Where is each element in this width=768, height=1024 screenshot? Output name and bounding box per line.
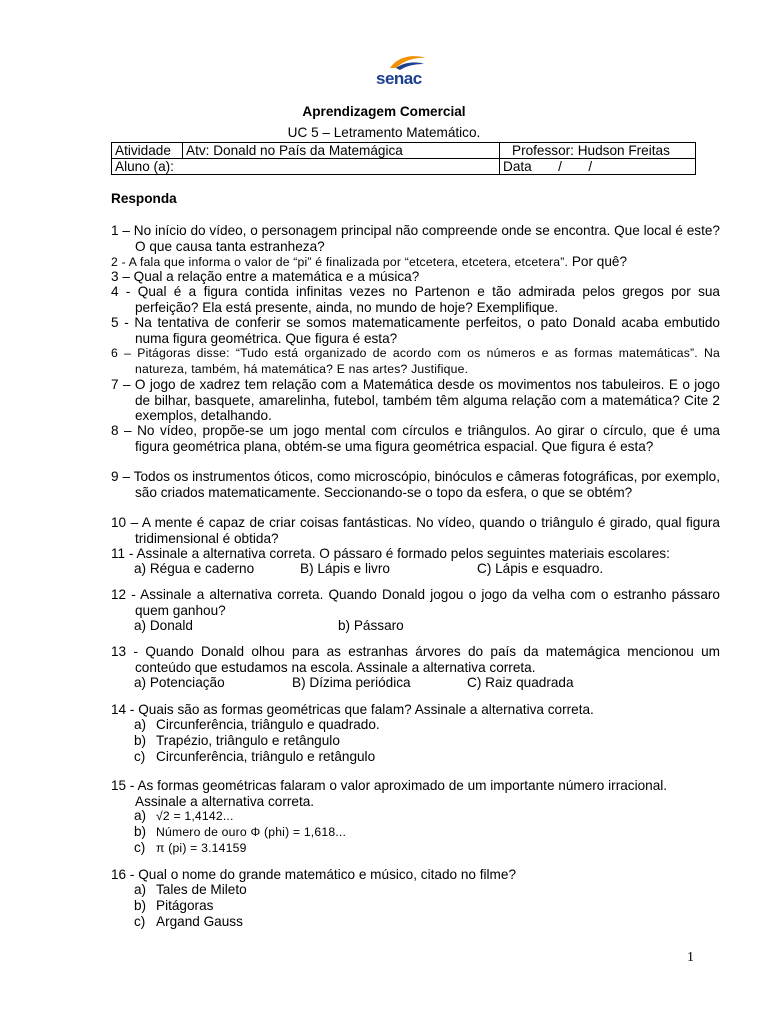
option-letter: c) xyxy=(134,840,146,855)
option-text: Pitágoras xyxy=(156,898,214,913)
option-b[interactable] xyxy=(134,898,247,914)
question-14: 14 - Quais são as formas geométricas que falam? Assinale a alternativa correta. xyxy=(111,702,594,717)
option-a[interactable] xyxy=(134,808,346,824)
option-letter: c) xyxy=(134,749,146,764)
logo-text: senac xyxy=(376,69,422,88)
option-c[interactable] xyxy=(134,914,247,930)
option-c[interactable] xyxy=(134,749,380,765)
option-a[interactable] xyxy=(134,882,247,898)
option-a[interactable]: a) Régua e caderno xyxy=(134,561,255,576)
question-10: 10 – A mente é capaz de criar coisas fantásticas. No vídeo, quando o triângulo é girado, qual figura tridimensional é obtida? xyxy=(111,515,720,546)
option-letter: a) xyxy=(134,882,147,897)
option-b[interactable] xyxy=(134,733,380,749)
question-15: 15 - As formas geométricas falaram o valor aproximado de um importante número irracional. Assinale a alternativa correta. xyxy=(111,778,668,809)
option-text: Trapézio, triângulo e retângulo xyxy=(156,733,340,748)
question-8: 8 – No vídeo, propõe-se um jogo mental com círculos e triângulos. Ao girar o círculo, que é uma figura geométrica plana, obtém-se uma figura geométrica espacial. Que figura é esta? xyxy=(111,423,720,454)
question-4: 4 - Qual é a figura contida infinitas vezes no Partenon e tão admirada pelos gregos por sua perfeição? Ela está presente, ainda, no mundo de hoje? Exemplifique. xyxy=(111,284,720,315)
option-b[interactable] xyxy=(134,824,346,840)
question-14-options xyxy=(134,717,380,765)
option-letter: b) xyxy=(134,898,147,913)
option-a[interactable]: a) Potenciação xyxy=(134,675,225,690)
question-11-options xyxy=(134,561,603,577)
question-6: 6 – Pitágoras disse: “Tudo está organizado de acordo com os números e as formas matemáticas”. Na natureza, também, há matemática? E nas artes? Justifique. xyxy=(111,346,720,376)
option-text: Argand Gauss xyxy=(156,914,243,929)
cell-atividade: Atividade xyxy=(112,143,183,159)
question-11: 11 - Assinale a alternativa correta. O pássaro é formado pelos seguintes materiais escolares: xyxy=(111,546,670,561)
question-13: 13 - Quando Donald olhou para as estranhas árvores do país da matemágica mencionou um conteúdo que estudamos na escola. Assinale a alternativa correta. xyxy=(111,644,720,675)
question-13-options xyxy=(134,675,574,691)
option-b[interactable]: B) Dízima periódica xyxy=(292,675,411,690)
cell-data: Data / / xyxy=(500,159,696,175)
option-letter: c) xyxy=(134,914,146,929)
document-subtitle: UC 5 – Letramento Matemático. xyxy=(287,125,481,140)
header-table xyxy=(111,142,696,175)
question-2-tail: Por quê? xyxy=(568,254,628,269)
question-3: 3 – Qual a relação entre a matemática e a música? xyxy=(111,269,420,284)
option-a[interactable]: a) Donald xyxy=(134,618,193,633)
option-b[interactable]: b) Pássaro xyxy=(338,618,404,633)
cell-professor: Professor: Hudson Freitas xyxy=(500,143,696,159)
question-15-options xyxy=(134,808,346,856)
option-c[interactable]: C) Raiz quadrada xyxy=(467,675,574,690)
question-9: 9 – Todos os instrumentos óticos, como microscópio, binóculos e câmeras fotográficas, por exemplo, são criados matematicamente. Seccionando-se o topo da esfera, o que se obtém? xyxy=(111,469,720,500)
option-letter: b) xyxy=(134,733,147,748)
question-12-options xyxy=(134,618,404,634)
option-letter: b) xyxy=(134,824,147,839)
option-text: √2 = 1,4142... xyxy=(156,809,234,823)
option-letter: a) xyxy=(134,717,147,732)
option-text: Circunferência, triângulo e retângulo xyxy=(156,749,376,764)
question-16-options xyxy=(134,882,247,930)
option-text: Tales de Mileto xyxy=(156,882,247,897)
question-16: 16 - Qual o nome do grande matemático e músico, citado no filme? xyxy=(111,867,517,882)
question-1: 1 – No início do vídeo, o personagem principal não compreende onde se encontra. Que local é este? O que causa tanta estranheza? xyxy=(111,223,720,254)
option-text: π (pi) = 3.14159 xyxy=(156,841,247,855)
cell-aluno: Aluno (a): xyxy=(112,159,500,175)
cell-activity-name: Atv: Donald no País da Matemágica xyxy=(183,143,500,159)
question-2-text: 2 - A fala que informa o valor de “pi” é finalizada por “etcetera, etcetera, etcetera”. xyxy=(111,255,569,269)
header-row-2 xyxy=(112,159,696,175)
senac-logo xyxy=(370,52,440,94)
option-a[interactable] xyxy=(134,717,380,733)
option-text: Número de ouro Φ (phi) = 1,618... xyxy=(156,825,347,839)
option-b[interactable]: B) Lápis e livro xyxy=(300,561,390,576)
page-number: 1 xyxy=(687,950,694,965)
question-7: 7 – O jogo de xadrez tem relação com a Matemática desde os movimentos nos tabuleiros. E o jogo de bilhar, basquete, amarelinha, futebol, também têm alguma relação com a matemática? Cite 2 exemplos, detalhando. xyxy=(111,377,720,423)
option-letter: a) xyxy=(134,808,147,823)
question-5: 5 - Na tentativa de conferir se somos matematicamente perfeitos, o pato Donald acaba embutido numa figura geométrica. Que figura é esta? xyxy=(111,315,720,346)
option-text: Circunferência, triângulo e quadrado. xyxy=(156,717,380,732)
header-row-1 xyxy=(112,143,696,159)
option-c[interactable]: C) Lápis e esquadro. xyxy=(477,561,604,576)
question-12: 12 - Assinale a alternativa correta. Quando Donald jogou o jogo da velha com o estranho pássaro quem ganhou? xyxy=(111,587,720,618)
option-c[interactable] xyxy=(134,840,346,856)
document-title: Aprendizagem Comercial xyxy=(302,104,466,119)
section-heading: Responda xyxy=(111,191,177,206)
